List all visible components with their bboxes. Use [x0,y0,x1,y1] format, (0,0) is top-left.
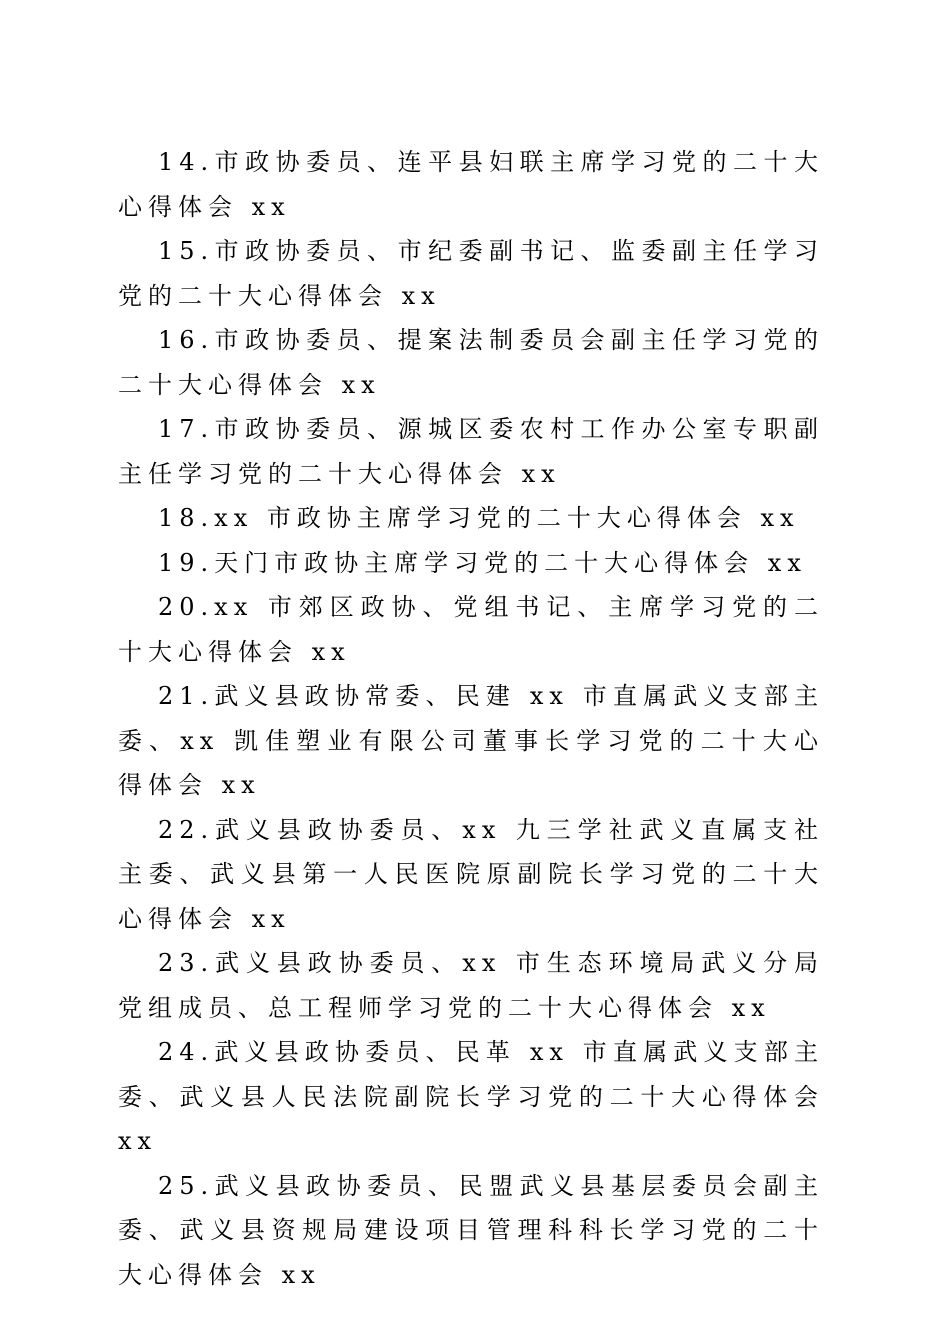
list-item: 16.市政协委员、提案法制委员会副主任学习党的二十大心得体会 xx [118,326,824,399]
list-item: 20.xx 市郊区政协、党组书记、主席学习党的二十大心得体会 xx [118,593,824,666]
list-item: 15.市政协委员、市纪委副书记、监委副主任学习党的二十大心得体会 xx [118,237,824,310]
list-item: 23.武义县政协委员、xx 市生态环境局武义分局党组成员、总工程师学习党的二十大心得体会 xx [118,949,824,1022]
list-item: 18.xx 市政协主席学习党的二十大心得体会 xx [158,504,800,532]
list-item: 24.武义县政协委员、民革 xx 市直属武义支部主委、武义县人民法院副院长学习党的二十大心得体会 xx [118,1038,824,1155]
list-item: 17.市政协委员、源城区委农村工作办公室专职副主任学习党的二十大心得体会 xx [118,415,824,488]
list-item: 14.市政协委员、连平县妇联主席学习党的二十大心得体会 xx [118,148,824,221]
list-item: 22.武义县政协委员、xx 九三学社武义直属支社主委、武义县第一人民医院原副院长学习党的二十大心得体会 xx [118,815,824,933]
list-item: 19.天门市政协主席学习党的二十大心得体会 xx [158,548,807,577]
document-body [118,140,824,1297]
list-item: 25.武义县政协委员、民盟武义县基层委员会副主委、武义县资规局建设项目管理科科长学习党的二十大心得体会 xx [118,1171,824,1289]
list-item: 21.武义县政协常委、民建 xx 市直属武义支部主委、xx 凯佳塑业有限公司董事长学习党的二十大心得体会 xx [118,682,824,799]
